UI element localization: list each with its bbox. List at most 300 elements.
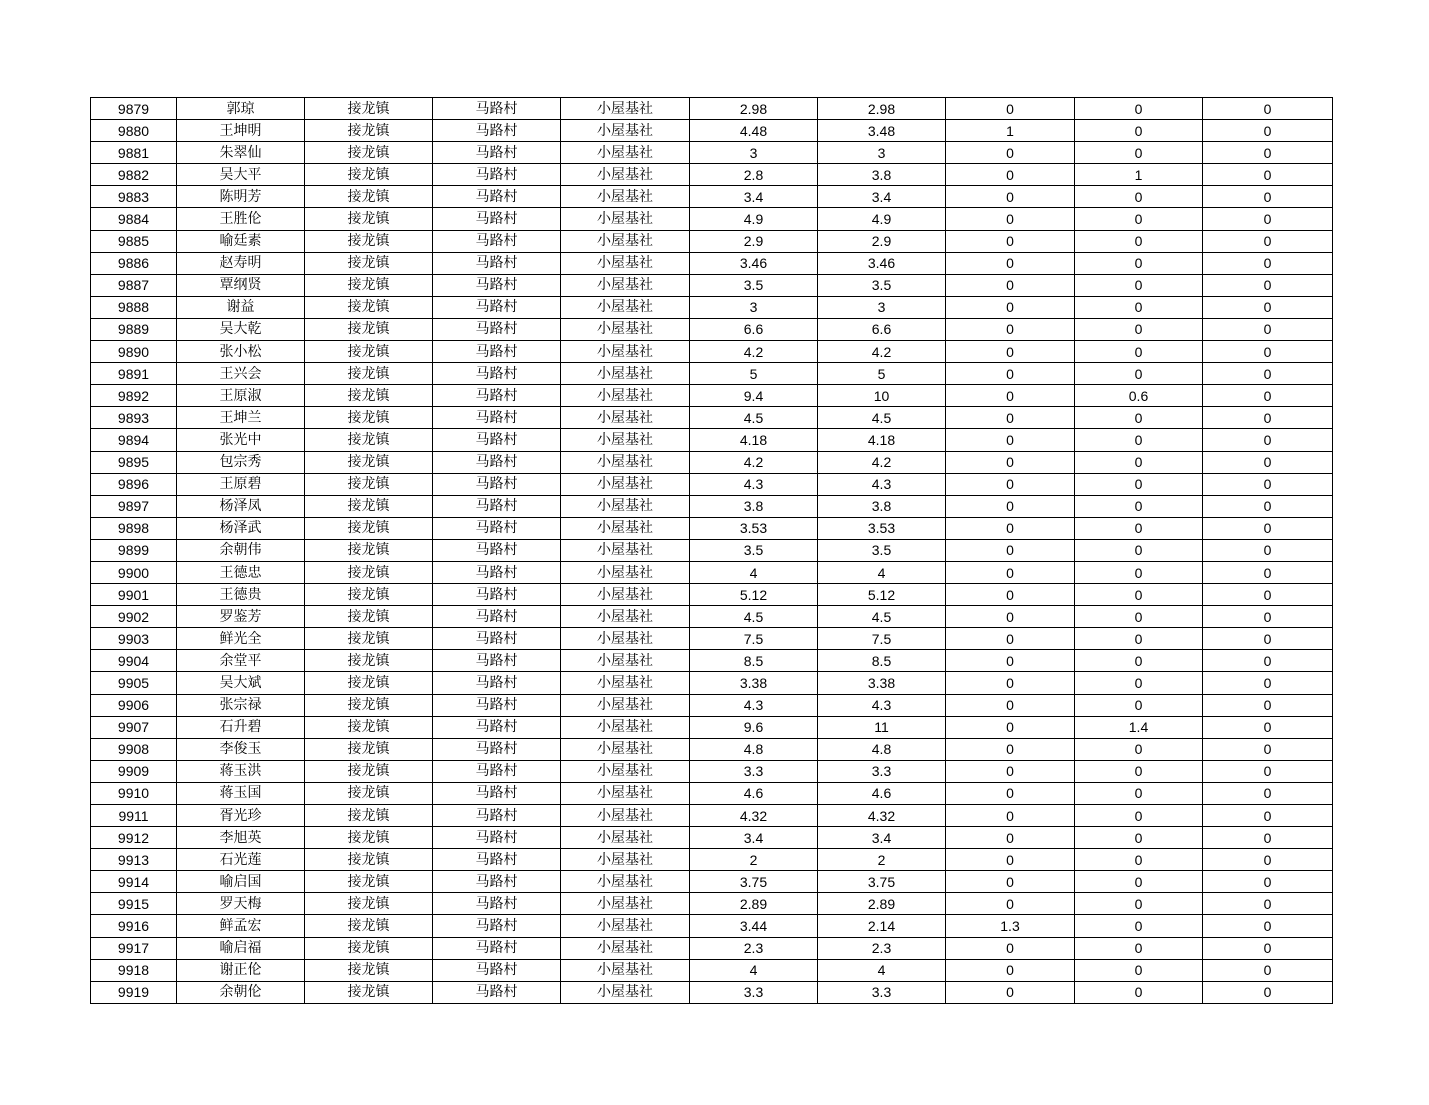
value-4-cell: 0 — [1075, 429, 1203, 451]
id-cell: 9910 — [91, 782, 177, 804]
value-3-cell: 0 — [946, 517, 1075, 539]
name-cell: 吴大乾 — [177, 318, 305, 340]
table-row — [91, 473, 1333, 495]
value-1-cell: 4.18 — [690, 429, 818, 451]
value-5-cell: 0 — [1203, 208, 1333, 230]
value-1-cell: 4.9 — [690, 208, 818, 230]
value-3-cell: 0 — [946, 981, 1075, 1003]
table-row — [91, 274, 1333, 296]
value-2-cell: 2 — [818, 849, 946, 871]
town-cell: 接龙镇 — [305, 186, 433, 208]
value-1-cell: 3.44 — [690, 915, 818, 937]
value-1-cell: 2 — [690, 849, 818, 871]
table-row — [91, 827, 1333, 849]
value-1-cell: 4.5 — [690, 407, 818, 429]
id-cell: 9879 — [91, 98, 177, 120]
value-5-cell: 0 — [1203, 694, 1333, 716]
town-cell: 接龙镇 — [305, 672, 433, 694]
value-4-cell: 0 — [1075, 805, 1203, 827]
value-3-cell: 0 — [946, 164, 1075, 186]
group-cell: 小屋基社 — [561, 274, 690, 296]
id-cell: 9905 — [91, 672, 177, 694]
value-3-cell: 0 — [946, 186, 1075, 208]
table-row — [91, 296, 1333, 318]
value-5-cell: 0 — [1203, 407, 1333, 429]
value-5-cell: 0 — [1203, 628, 1333, 650]
group-cell: 小屋基社 — [561, 584, 690, 606]
group-cell: 小屋基社 — [561, 495, 690, 517]
value-5-cell: 0 — [1203, 142, 1333, 164]
group-cell: 小屋基社 — [561, 318, 690, 340]
value-3-cell: 0 — [946, 959, 1075, 981]
group-cell: 小屋基社 — [561, 716, 690, 738]
town-cell: 接龙镇 — [305, 230, 433, 252]
village-cell: 马路村 — [433, 959, 561, 981]
village-cell: 马路村 — [433, 827, 561, 849]
group-cell: 小屋基社 — [561, 473, 690, 495]
value-1-cell: 4.6 — [690, 782, 818, 804]
town-cell: 接龙镇 — [305, 517, 433, 539]
group-cell: 小屋基社 — [561, 827, 690, 849]
value-1-cell: 3 — [690, 142, 818, 164]
value-2-cell: 3.4 — [818, 186, 946, 208]
id-cell: 9895 — [91, 451, 177, 473]
value-5-cell: 0 — [1203, 539, 1333, 561]
value-4-cell: 0 — [1075, 849, 1203, 871]
value-2-cell: 3.38 — [818, 672, 946, 694]
value-3-cell: 0 — [946, 208, 1075, 230]
value-5-cell: 0 — [1203, 252, 1333, 274]
value-4-cell: 0 — [1075, 584, 1203, 606]
group-cell: 小屋基社 — [561, 385, 690, 407]
value-1-cell: 3.4 — [690, 186, 818, 208]
table-row — [91, 341, 1333, 363]
value-5-cell: 0 — [1203, 606, 1333, 628]
name-cell: 王坤明 — [177, 120, 305, 142]
value-2-cell: 4.8 — [818, 738, 946, 760]
town-cell: 接龙镇 — [305, 738, 433, 760]
value-3-cell: 0 — [946, 937, 1075, 959]
value-2-cell: 7.5 — [818, 628, 946, 650]
name-cell: 吴大平 — [177, 164, 305, 186]
name-cell: 罗鉴芳 — [177, 606, 305, 628]
group-cell: 小屋基社 — [561, 407, 690, 429]
group-cell: 小屋基社 — [561, 341, 690, 363]
value-4-cell: 0 — [1075, 120, 1203, 142]
value-1-cell: 2.8 — [690, 164, 818, 186]
village-cell: 马路村 — [433, 694, 561, 716]
group-cell: 小屋基社 — [561, 849, 690, 871]
value-4-cell: 0 — [1075, 517, 1203, 539]
value-4-cell: 0 — [1075, 252, 1203, 274]
value-1-cell: 5 — [690, 363, 818, 385]
id-cell: 9897 — [91, 495, 177, 517]
value-3-cell: 0 — [946, 584, 1075, 606]
table-row — [91, 650, 1333, 672]
value-3-cell: 0 — [946, 694, 1075, 716]
group-cell: 小屋基社 — [561, 296, 690, 318]
value-2-cell: 2.14 — [818, 915, 946, 937]
name-cell: 朱翠仙 — [177, 142, 305, 164]
value-3-cell: 0 — [946, 672, 1075, 694]
name-cell: 张小松 — [177, 341, 305, 363]
value-2-cell: 4.5 — [818, 606, 946, 628]
village-cell: 马路村 — [433, 650, 561, 672]
group-cell: 小屋基社 — [561, 915, 690, 937]
town-cell: 接龙镇 — [305, 915, 433, 937]
village-cell: 马路村 — [433, 561, 561, 583]
group-cell: 小屋基社 — [561, 738, 690, 760]
group-cell: 小屋基社 — [561, 959, 690, 981]
value-4-cell: 0 — [1075, 495, 1203, 517]
value-1-cell: 2.98 — [690, 98, 818, 120]
value-3-cell: 0 — [946, 318, 1075, 340]
village-cell: 马路村 — [433, 738, 561, 760]
value-4-cell: 0 — [1075, 186, 1203, 208]
id-cell: 9906 — [91, 694, 177, 716]
value-2-cell: 3.4 — [818, 827, 946, 849]
value-1-cell: 2.9 — [690, 230, 818, 252]
value-5-cell: 0 — [1203, 296, 1333, 318]
name-cell: 覃纲贤 — [177, 274, 305, 296]
table-row — [91, 915, 1333, 937]
value-5-cell: 0 — [1203, 120, 1333, 142]
id-cell: 9885 — [91, 230, 177, 252]
table-row — [91, 230, 1333, 252]
table-row — [91, 142, 1333, 164]
value-3-cell: 0 — [946, 805, 1075, 827]
name-cell: 吴大斌 — [177, 672, 305, 694]
value-4-cell: 0 — [1075, 650, 1203, 672]
id-cell: 9892 — [91, 385, 177, 407]
value-3-cell: 0 — [946, 495, 1075, 517]
name-cell: 胥光珍 — [177, 805, 305, 827]
id-cell: 9900 — [91, 561, 177, 583]
name-cell: 王原碧 — [177, 473, 305, 495]
table-row — [91, 252, 1333, 274]
group-cell: 小屋基社 — [561, 252, 690, 274]
value-5-cell: 0 — [1203, 738, 1333, 760]
group-cell: 小屋基社 — [561, 120, 690, 142]
value-3-cell: 0 — [946, 628, 1075, 650]
value-1-cell: 6.6 — [690, 318, 818, 340]
value-4-cell: 0 — [1075, 407, 1203, 429]
value-4-cell: 0 — [1075, 274, 1203, 296]
value-2-cell: 3.3 — [818, 760, 946, 782]
village-cell: 马路村 — [433, 606, 561, 628]
group-cell: 小屋基社 — [561, 230, 690, 252]
value-3-cell: 0 — [946, 407, 1075, 429]
value-2-cell: 4.3 — [818, 694, 946, 716]
value-2-cell: 4.2 — [818, 341, 946, 363]
name-cell: 鲜孟宏 — [177, 915, 305, 937]
value-3-cell: 0 — [946, 274, 1075, 296]
value-5-cell: 0 — [1203, 959, 1333, 981]
table-row — [91, 561, 1333, 583]
name-cell: 王兴会 — [177, 363, 305, 385]
village-cell: 马路村 — [433, 186, 561, 208]
value-1-cell: 3.3 — [690, 760, 818, 782]
value-5-cell: 0 — [1203, 849, 1333, 871]
value-1-cell: 9.4 — [690, 385, 818, 407]
value-1-cell: 3.8 — [690, 495, 818, 517]
value-2-cell: 4.3 — [818, 473, 946, 495]
name-cell: 李旭英 — [177, 827, 305, 849]
value-1-cell: 9.6 — [690, 716, 818, 738]
value-2-cell: 3 — [818, 296, 946, 318]
value-1-cell: 5.12 — [690, 584, 818, 606]
value-5-cell: 0 — [1203, 363, 1333, 385]
value-3-cell: 0 — [946, 341, 1075, 363]
group-cell: 小屋基社 — [561, 164, 690, 186]
value-1-cell: 3.46 — [690, 252, 818, 274]
town-cell: 接龙镇 — [305, 539, 433, 561]
value-1-cell: 4.2 — [690, 451, 818, 473]
value-1-cell: 3.4 — [690, 827, 818, 849]
value-2-cell: 11 — [818, 716, 946, 738]
village-cell: 马路村 — [433, 981, 561, 1003]
group-cell: 小屋基社 — [561, 606, 690, 628]
group-cell: 小屋基社 — [561, 672, 690, 694]
group-cell: 小屋基社 — [561, 937, 690, 959]
group-cell: 小屋基社 — [561, 871, 690, 893]
value-3-cell: 0 — [946, 230, 1075, 252]
table-row — [91, 672, 1333, 694]
group-cell: 小屋基社 — [561, 142, 690, 164]
id-cell: 9902 — [91, 606, 177, 628]
table-row — [91, 451, 1333, 473]
value-5-cell: 0 — [1203, 915, 1333, 937]
table-row — [91, 318, 1333, 340]
value-4-cell: 0 — [1075, 606, 1203, 628]
id-cell: 9913 — [91, 849, 177, 871]
name-cell: 张光中 — [177, 429, 305, 451]
id-cell: 9911 — [91, 805, 177, 827]
name-cell: 蒋玉洪 — [177, 760, 305, 782]
value-5-cell: 0 — [1203, 981, 1333, 1003]
table-row — [91, 738, 1333, 760]
group-cell: 小屋基社 — [561, 694, 690, 716]
town-cell: 接龙镇 — [305, 164, 433, 186]
value-5-cell: 0 — [1203, 186, 1333, 208]
village-cell: 马路村 — [433, 341, 561, 363]
id-cell: 9883 — [91, 186, 177, 208]
value-5-cell: 0 — [1203, 473, 1333, 495]
value-2-cell: 4.18 — [818, 429, 946, 451]
village-cell: 马路村 — [433, 363, 561, 385]
town-cell: 接龙镇 — [305, 495, 433, 517]
table-row — [91, 363, 1333, 385]
town-cell: 接龙镇 — [305, 363, 433, 385]
value-2-cell: 3.53 — [818, 517, 946, 539]
name-cell: 王德贵 — [177, 584, 305, 606]
village-cell: 马路村 — [433, 539, 561, 561]
value-3-cell: 0 — [946, 871, 1075, 893]
town-cell: 接龙镇 — [305, 937, 433, 959]
value-5-cell: 0 — [1203, 827, 1333, 849]
value-4-cell: 1 — [1075, 164, 1203, 186]
name-cell: 余朝伦 — [177, 981, 305, 1003]
value-2-cell: 4.6 — [818, 782, 946, 804]
table-row — [91, 694, 1333, 716]
value-5-cell: 0 — [1203, 672, 1333, 694]
group-cell: 小屋基社 — [561, 517, 690, 539]
town-cell: 接龙镇 — [305, 694, 433, 716]
value-4-cell: 0 — [1075, 296, 1203, 318]
value-2-cell: 8.5 — [818, 650, 946, 672]
group-cell: 小屋基社 — [561, 760, 690, 782]
value-5-cell: 0 — [1203, 760, 1333, 782]
value-3-cell: 1 — [946, 120, 1075, 142]
name-cell: 王德忠 — [177, 561, 305, 583]
table-row — [91, 385, 1333, 407]
group-cell: 小屋基社 — [561, 363, 690, 385]
table-row — [91, 539, 1333, 561]
village-cell: 马路村 — [433, 296, 561, 318]
value-4-cell: 0 — [1075, 539, 1203, 561]
id-cell: 9889 — [91, 318, 177, 340]
id-cell: 9882 — [91, 164, 177, 186]
id-cell: 9917 — [91, 937, 177, 959]
town-cell: 接龙镇 — [305, 760, 433, 782]
value-1-cell: 3.75 — [690, 871, 818, 893]
village-cell: 马路村 — [433, 495, 561, 517]
town-cell: 接龙镇 — [305, 142, 433, 164]
table-row — [91, 716, 1333, 738]
value-2-cell: 4.5 — [818, 407, 946, 429]
village-cell: 马路村 — [433, 760, 561, 782]
name-cell: 陈明芳 — [177, 186, 305, 208]
value-1-cell: 3.53 — [690, 517, 818, 539]
value-1-cell: 3.38 — [690, 672, 818, 694]
town-cell: 接龙镇 — [305, 296, 433, 318]
id-cell: 9881 — [91, 142, 177, 164]
name-cell: 郭琼 — [177, 98, 305, 120]
name-cell: 谢益 — [177, 296, 305, 318]
value-4-cell: 0 — [1075, 937, 1203, 959]
value-4-cell: 0 — [1075, 981, 1203, 1003]
name-cell: 罗天梅 — [177, 893, 305, 915]
value-3-cell: 0 — [946, 606, 1075, 628]
group-cell: 小屋基社 — [561, 208, 690, 230]
town-cell: 接龙镇 — [305, 716, 433, 738]
value-5-cell: 0 — [1203, 584, 1333, 606]
name-cell: 谢正伦 — [177, 959, 305, 981]
value-2-cell: 2.9 — [818, 230, 946, 252]
value-5-cell: 0 — [1203, 805, 1333, 827]
name-cell: 余朝伟 — [177, 539, 305, 561]
town-cell: 接龙镇 — [305, 451, 433, 473]
value-4-cell: 0 — [1075, 628, 1203, 650]
value-3-cell: 0 — [946, 650, 1075, 672]
value-5-cell: 0 — [1203, 385, 1333, 407]
value-2-cell: 3.48 — [818, 120, 946, 142]
town-cell: 接龙镇 — [305, 584, 433, 606]
value-4-cell: 0 — [1075, 694, 1203, 716]
value-2-cell: 3.5 — [818, 274, 946, 296]
table-row — [91, 871, 1333, 893]
town-cell: 接龙镇 — [305, 628, 433, 650]
value-4-cell: 0 — [1075, 318, 1203, 340]
value-2-cell: 3.5 — [818, 539, 946, 561]
value-5-cell: 0 — [1203, 164, 1333, 186]
value-1-cell: 4.5 — [690, 606, 818, 628]
village-cell: 马路村 — [433, 871, 561, 893]
town-cell: 接龙镇 — [305, 959, 433, 981]
village-cell: 马路村 — [433, 142, 561, 164]
value-2-cell: 3.8 — [818, 164, 946, 186]
value-2-cell: 2.98 — [818, 98, 946, 120]
village-cell: 马路村 — [433, 893, 561, 915]
value-2-cell: 10 — [818, 385, 946, 407]
data-sheet — [90, 97, 1333, 1004]
village-cell: 马路村 — [433, 473, 561, 495]
value-4-cell: 0 — [1075, 760, 1203, 782]
value-2-cell: 4 — [818, 959, 946, 981]
table-row — [91, 429, 1333, 451]
group-cell: 小屋基社 — [561, 451, 690, 473]
value-4-cell: 0 — [1075, 827, 1203, 849]
value-4-cell: 0 — [1075, 341, 1203, 363]
value-5-cell: 0 — [1203, 451, 1333, 473]
value-2-cell: 3.3 — [818, 981, 946, 1003]
value-3-cell: 0 — [946, 539, 1075, 561]
value-4-cell: 0 — [1075, 473, 1203, 495]
town-cell: 接龙镇 — [305, 805, 433, 827]
name-cell: 杨泽凤 — [177, 495, 305, 517]
value-2-cell: 3.46 — [818, 252, 946, 274]
village-cell: 马路村 — [433, 230, 561, 252]
table-row — [91, 208, 1333, 230]
value-1-cell: 3 — [690, 296, 818, 318]
group-cell: 小屋基社 — [561, 650, 690, 672]
table-row — [91, 186, 1333, 208]
id-cell: 9898 — [91, 517, 177, 539]
id-cell: 9919 — [91, 981, 177, 1003]
value-4-cell: 0 — [1075, 451, 1203, 473]
village-cell: 马路村 — [433, 628, 561, 650]
value-3-cell: 0 — [946, 296, 1075, 318]
value-4-cell: 0 — [1075, 230, 1203, 252]
town-cell: 接龙镇 — [305, 208, 433, 230]
id-cell: 9891 — [91, 363, 177, 385]
village-cell: 马路村 — [433, 672, 561, 694]
value-4-cell: 0 — [1075, 959, 1203, 981]
value-3-cell: 0 — [946, 738, 1075, 760]
value-1-cell: 7.5 — [690, 628, 818, 650]
value-4-cell: 0 — [1075, 98, 1203, 120]
value-5-cell: 0 — [1203, 230, 1333, 252]
village-cell: 马路村 — [433, 274, 561, 296]
id-cell: 9884 — [91, 208, 177, 230]
group-cell: 小屋基社 — [561, 628, 690, 650]
value-1-cell: 4 — [690, 959, 818, 981]
value-3-cell: 0 — [946, 142, 1075, 164]
value-4-cell: 0 — [1075, 561, 1203, 583]
town-cell: 接龙镇 — [305, 274, 433, 296]
town-cell: 接龙镇 — [305, 98, 433, 120]
value-4-cell: 0 — [1075, 782, 1203, 804]
group-cell: 小屋基社 — [561, 782, 690, 804]
value-5-cell: 0 — [1203, 716, 1333, 738]
table-row — [91, 584, 1333, 606]
name-cell: 石光莲 — [177, 849, 305, 871]
id-cell: 9908 — [91, 738, 177, 760]
id-cell: 9886 — [91, 252, 177, 274]
town-cell: 接龙镇 — [305, 385, 433, 407]
group-cell: 小屋基社 — [561, 981, 690, 1003]
value-1-cell: 4.2 — [690, 341, 818, 363]
